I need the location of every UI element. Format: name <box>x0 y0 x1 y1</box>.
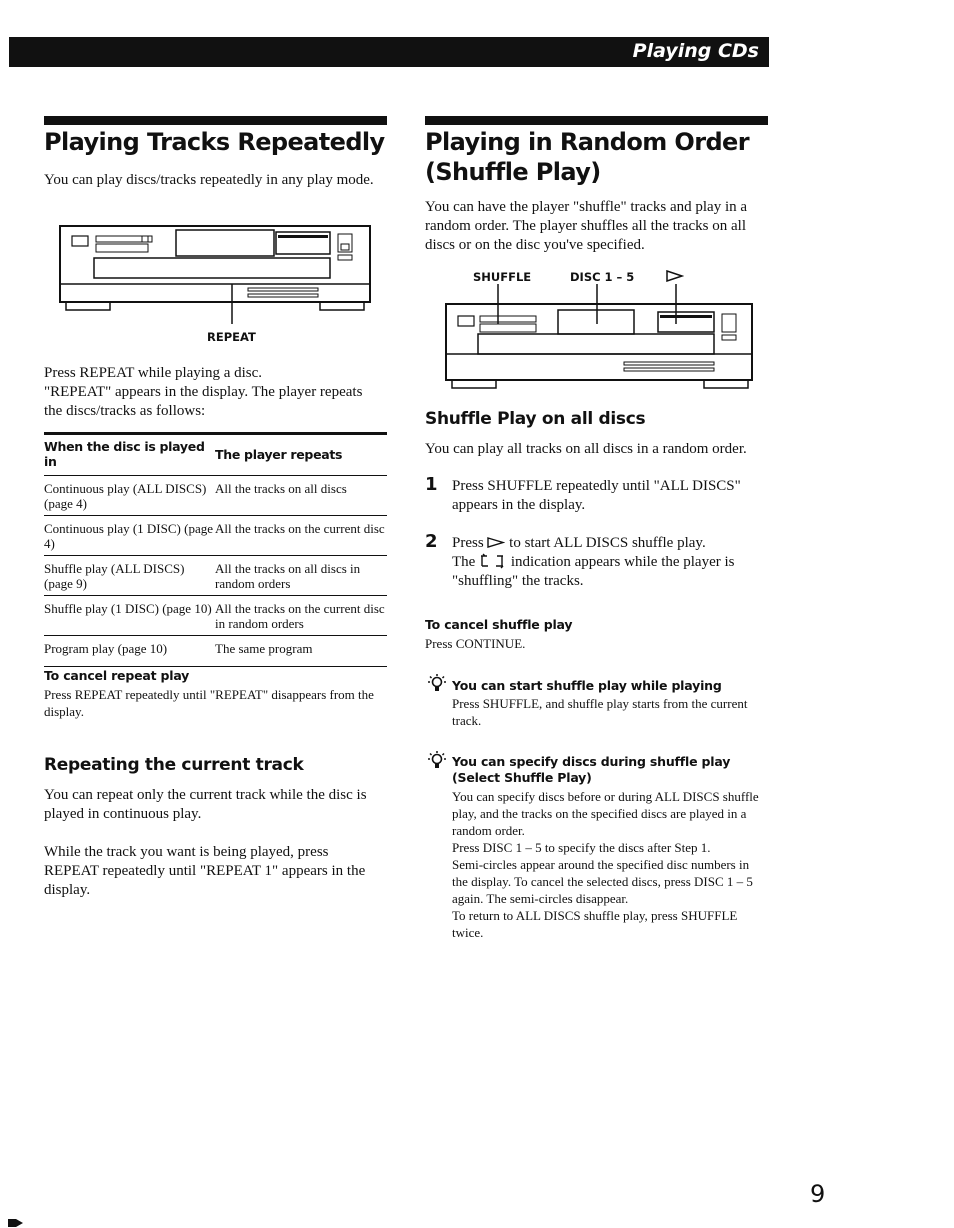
table-cell: All the tracks on the current disc in random orders <box>215 596 387 636</box>
table-row <box>44 476 387 516</box>
cancel-repeat-heading: To cancel repeat play <box>44 668 190 683</box>
table-cell: Continuous play (ALL DISCS) (page 4) <box>44 476 215 516</box>
step-number: 2 <box>425 531 438 552</box>
table-row <box>44 556 387 596</box>
tip-text: Press SHUFFLE, and shuffle play starts from the current track. <box>452 696 748 728</box>
section-title: Playing CDs <box>632 40 759 62</box>
shuffle-all-discs-heading: Shuffle Play on all discs <box>425 409 646 429</box>
header-bar <box>9 37 769 67</box>
title-rule <box>44 116 387 125</box>
title-line: (Shuffle Play) <box>425 158 601 186</box>
step-text-part: Press <box>452 535 484 551</box>
cancel-repeat-text: Press REPEAT repeatedly until "REPEAT" disappears from the display. <box>44 687 374 719</box>
table-cell: All the tracks on the current disc <box>215 516 387 556</box>
lightbulb-tip-icon <box>426 750 448 772</box>
table-cell: All the tracks on all discs in random orders <box>215 556 387 596</box>
table-header: When the disc is played in <box>44 434 215 476</box>
shuffle-all-discs-intro: You can play all tracks on all discs in a random order. <box>425 441 747 457</box>
tip-heading: You can specify discs during shuffle play (Select Shuffle Play) <box>452 754 731 785</box>
tip-text: Semi-circles appear around the specified disc numbers in the display. To cancel the selected discs, press DISC 1 – 5 again. The semi-circles disappear. <box>452 857 753 906</box>
table-row <box>44 596 387 636</box>
current-track-heading: Repeating the current track <box>44 755 304 775</box>
table-header-row <box>44 434 387 476</box>
disc-label: DISC 1 – 5 <box>570 270 635 284</box>
shuffle-indicator-icon <box>479 553 507 569</box>
tip-text: Press DISC 1 – 5 to specify the discs after Step 1. <box>452 840 711 855</box>
press-repeat-text: Press REPEAT while playing a disc. <box>44 365 263 381</box>
shuffle-intro-text: You can have the player "shuffle" tracks and play in a random order. The player shuffles all the tracks on all discs or on the disc you've specified. <box>425 199 748 253</box>
tip-text: To return to ALL DISCS shuffle play, press SHUFFLE twice. <box>452 908 738 940</box>
table-cell: Shuffle play (ALL DISCS) (page 9) <box>44 556 215 596</box>
title-rule <box>425 116 768 125</box>
tip-body <box>452 788 766 941</box>
arrow-right-icon <box>8 1218 24 1228</box>
page-number: 9 <box>810 1180 826 1208</box>
table-row <box>44 636 387 667</box>
current-track-instructions: While the track you want is being played, press REPEAT repeatedly until "REPEAT 1" appears in the display. <box>44 844 366 898</box>
table-cell: Program play (page 10) <box>44 636 215 667</box>
shuffle-label: SHUFFLE <box>473 270 532 284</box>
table-cell: Shuffle play (1 DISC) (page 10) <box>44 596 215 636</box>
repeat-modes-table <box>44 432 387 667</box>
table-header: The player repeats <box>215 434 387 476</box>
tip-text: You can specify discs before or during ALL DISCS shuffle play, and the tracks on the specified discs are played in a random order. <box>452 789 759 838</box>
repeat-result-text: "REPEAT" appears in the display. The player repeats the discs/tracks as follows: <box>44 384 363 419</box>
table-cell: The same program <box>215 636 387 667</box>
page-title-right <box>425 127 768 187</box>
step-number: 1 <box>425 474 438 495</box>
intro-text: You can play discs/tracks repeatedly in any play mode. <box>44 172 374 188</box>
tip-heading: You can start shuffle play while playing <box>452 678 722 693</box>
page-title-left: Playing Tracks Repeatedly <box>44 128 385 156</box>
repeat-label: REPEAT <box>207 330 256 344</box>
table-cell: Continuous play (1 DISC) (page 4) <box>44 516 215 556</box>
play-icon <box>666 270 684 282</box>
step-text <box>452 534 762 591</box>
cd-player-illustration <box>58 224 372 324</box>
current-track-text: You can repeat only the current track while the disc is played in continuous play. <box>44 787 367 822</box>
cancel-shuffle-text: Press CONTINUE. <box>425 636 526 651</box>
cd-player-illustration <box>444 284 756 392</box>
step-text: Press SHUFFLE repeatedly until "ALL DISCS" appears in the display. <box>452 478 741 513</box>
step-text-part: to start ALL DISCS shuffle play. <box>509 535 706 551</box>
table-cell: All the tracks on all discs <box>215 476 387 516</box>
title-line: Playing in Random Order <box>425 128 749 156</box>
table-row <box>44 516 387 556</box>
step-text-part: indication appears while the player is "shuffling" the tracks. <box>452 554 735 589</box>
step-text-part: The <box>452 554 476 570</box>
play-icon <box>487 537 505 548</box>
lightbulb-tip-icon <box>426 673 448 695</box>
cancel-shuffle-heading: To cancel shuffle play <box>425 617 573 632</box>
